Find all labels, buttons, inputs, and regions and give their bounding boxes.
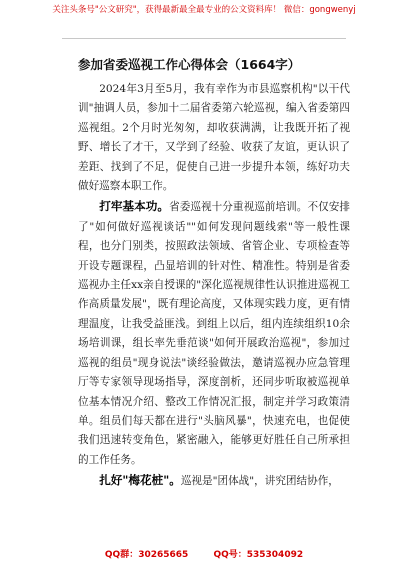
section-paragraph-1 bbox=[78, 197, 350, 470]
intro-paragraph: 2024年3月至5月，我有幸作为市县巡察机构"以干代训"抽调人员，参加十二届省委第六轮巡视，编入省委第四巡视组。2个月时光匆匆，却收获满满，让我既开拓了视野、增长了才干，又学到了经验、收获了友谊，更认识了差距、找到了不足，促使自己进一步提升本领，练好功夫做好巡察本职工作。 bbox=[78, 83, 350, 193]
qq-number-text: QQ号：535304092 bbox=[213, 550, 304, 560]
header-divider bbox=[62, 38, 346, 39]
section-heading-1: 打牢基本功。 bbox=[99, 199, 170, 214]
section-heading-2: 扎好"梅花桩"。 bbox=[99, 473, 181, 488]
footer-contact bbox=[0, 547, 408, 560]
section-paragraph-2 bbox=[78, 471, 350, 491]
section-text-1: 省委巡视十分重视巡前培训。不仅安排了"如何做好巡视谈话""如何发现问题线索"等一般性课程，也分门别类，按照政法领域、省管企业、专项检查等开设专题课程，凸显培训的针对性、精准性。特别是省委巡视办主任xx亲自授课的"深化巡视规律性认识推进巡视工作高质量发展"，既有理论高度，又体现实践力度，更有情理温度，让我受益匪浅。到组上以后，组内连续组织10余场培训课，组长率先垂范谈"如何开展政治巡视"，参加过巡视的组员"现身说法"谈经验做法，邀请巡视办应急管理厅等专家领导现场指导，深度剖析，还同步听取被巡视单位基本情况介绍、整改工作情况汇报，制定并学习政策清单。组员们每天都在进行"头脑风暴"，快速充电，也促使我们迅速转变角色，紧密融入，能够更好胜任自己所承担的工作任务。 bbox=[78, 201, 350, 466]
document-title: 参加省委巡视工作心得体会（1664字） bbox=[78, 57, 301, 72]
qq-group-text: QQ群：30265665 bbox=[104, 550, 189, 560]
section-text-2: 巡视是"团体战"，讲究团结协作， bbox=[180, 475, 339, 488]
document-body bbox=[78, 80, 350, 492]
header-banner: 关注头条号"公文研究"，获得最新最全最专业的公文资料库！ 微信：gongwenyj bbox=[52, 5, 356, 15]
